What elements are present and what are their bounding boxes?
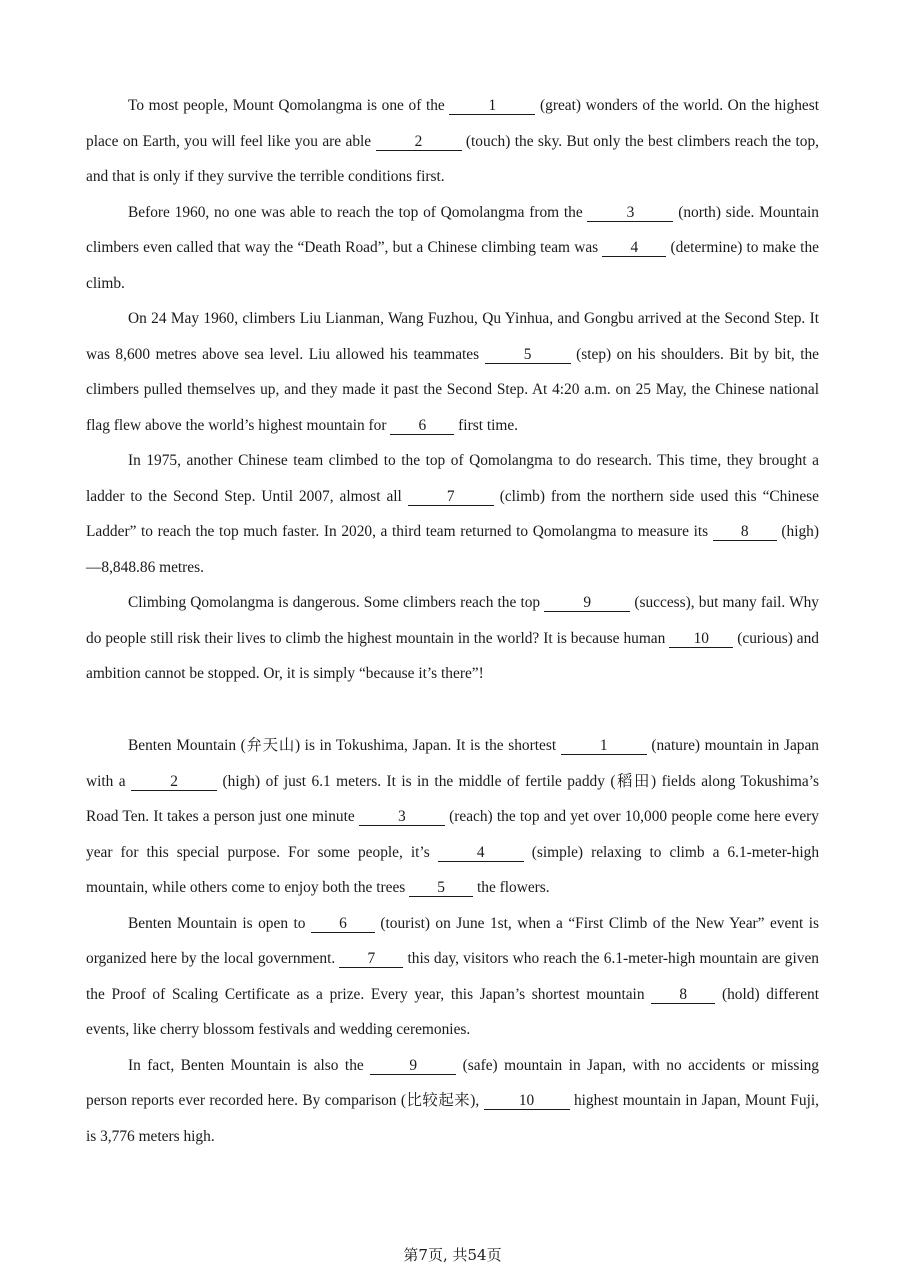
- blank-10[interactable]: 10: [669, 630, 733, 648]
- paragraph-4: In 1975, another Chinese team climbed to the top of Qomolangma to do research. This time, they brought a ladder to the Second Step. Until 2007, almost all 7 (climb) from the northern side used this “Chinese Ladder” to reach the top much faster. In 2020, a third team returned to Qomolangma to measure its 8 (high)—8,848.86 metres.: [86, 452, 819, 576]
- blank-1[interactable]: 1: [561, 737, 647, 755]
- passage-benten-mountain: [86, 728, 819, 1154]
- blank-2[interactable]: 2: [376, 133, 462, 151]
- blank-1[interactable]: 1: [449, 97, 535, 115]
- blank-8[interactable]: 8: [713, 523, 777, 541]
- blank-5[interactable]: 5: [409, 879, 473, 897]
- blank-9[interactable]: 9: [544, 594, 630, 612]
- paragraph-2: Before 1960, no one was able to reach the top of Qomolangma from the 3 (north) side. Mountain climbers even called that way the “Death Road”, but a Chinese climbing team was 4 (determine) to make the climb.: [86, 203, 819, 292]
- paragraph-1: Benten Mountain (弁天山) is in Tokushima, Japan. It is the shortest 1 (nature) mountain in Japan with a 2 (high) of just 6.1 meters. It is in the middle of fertile paddy (稻田) fields along Tokushima’s Road Ten. It takes a person just one minute 3 (reach) the top and yet over 10,000 people come here every year for this special purpose. For some people, it’s 4 (simple) relaxing to climb a 6.1-meter-high mountain, while others come to enjoy both the trees 5 the flowers.: [86, 737, 820, 896]
- blank-6[interactable]: 6: [311, 915, 375, 933]
- paragraph-3: On 24 May 1960, climbers Liu Lianman, Wang Fuzhou, Qu Yinhua, and Gongbu arrived at the Second Step. It was 8,600 metres above sea level. Liu allowed his teammates 5 (step) on his shoulders. Bit by bit, the climbers pulled themselves up, and they made it past the Second Step. At 4:20 a.m. on 25 May, the Chinese national flag flew above the world’s highest mountain for 6 first time.: [86, 310, 819, 434]
- blank-7[interactable]: 7: [339, 950, 403, 968]
- blank-7[interactable]: 7: [408, 488, 494, 506]
- blank-2[interactable]: 2: [131, 773, 217, 791]
- paragraph-3: In fact, Benten Mountain is also the 9 (safe) mountain in Japan, with no accidents or missing person reports ever recorded here. By comparison (比较起来), 10 highest mountain in Japan, Mount Fuji, is 3,776 meters high.: [86, 1056, 820, 1145]
- blank-4[interactable]: 4: [602, 239, 666, 257]
- paragraph-5: Climbing Qomolangma is dangerous. Some climbers reach the top 9 (success), but many fail. Why do people still risk their lives to climb the highest mountain in the world? It is because human 10 (curious) and ambition cannot be stopped. Or, it is simply “because it’s there”!: [86, 594, 819, 682]
- blank-4[interactable]: 4: [438, 844, 524, 862]
- blank-8[interactable]: 8: [651, 986, 715, 1004]
- blank-10[interactable]: 10: [484, 1092, 570, 1110]
- blank-5[interactable]: 5: [485, 346, 571, 364]
- blank-6[interactable]: 6: [390, 417, 454, 435]
- passage-qomolangma: [86, 88, 819, 692]
- blank-9[interactable]: 9: [370, 1057, 456, 1075]
- paragraph-2: Benten Mountain is open to 6 (tourist) on June 1st, when a “First Climb of the New Year” event is organized here by the local government. 7 this day, visitors who reach the 6.1-meter-high mountain are given the Proof of Scaling Certificate as a prize. Every year, this Japan’s shortest mountain 8 (hold) different events, like cherry blossom festivals and wedding ceremonies.: [86, 914, 820, 1038]
- page-footer: 第7页, 共54页: [403, 1246, 502, 1264]
- paragraph-1: To most people, Mount Qomolangma is one of the 1 (great) wonders of the world. On the highest place on Earth, you will feel like you are able 2 (touch) the sky. But only the best climbers reach the top, and that is only if they survive the terrible conditions first.: [86, 97, 819, 185]
- blank-3[interactable]: 3: [587, 204, 673, 222]
- blank-3[interactable]: 3: [359, 808, 445, 826]
